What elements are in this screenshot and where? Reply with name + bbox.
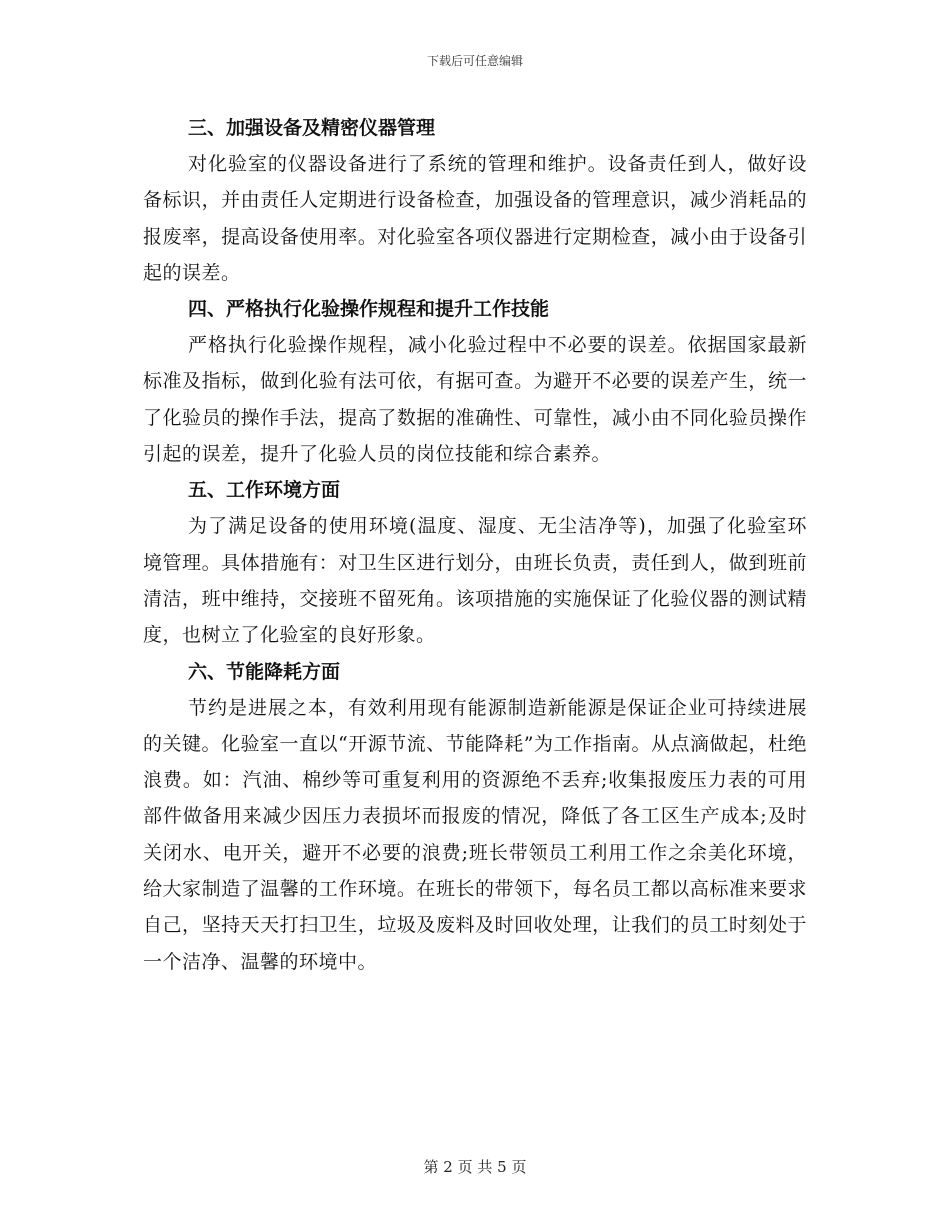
section-paragraph: 对化验室的仪器设备进行了系统的管理和维护。设备责任到人，做好设备标识，并由责任人定期进行设备检查，加强设备的管理意识，减少消耗品的报废率，提高设备使用率。对化验室各项仪器进行定期检查，减小由于设备引起的误差。 [143, 153, 807, 284]
page-header: 下载后可任意编辑 [426, 54, 523, 68]
section-paragraph: 严格执行化验操作规程，减小化验过程中不必要的误差。依据国家最新标准及指标，做到化验有法可依，有据可查。为避开不必要的误差产生，统一了化验员的操作手法，提高了数据的准确性、可靠性，减小由不同化验员操作引起的误差，提升了化验人员的岗位技能和综合素养。 [143, 334, 807, 466]
page-number: 第 2 页 共 5 页 [423, 1158, 527, 1176]
section-paragraph: 节约是进展之本，有效利用现有能源制造新能源是保证企业可持续进展的关键。化验室一直以“开源节流、节能降耗”为工作指南。从点滴做起，杜绝浪费。如：汽油、棉纱等可重复利用的资源绝不丢弃;收集报废压力表的可用部件做备用来减少因压力表损坏而报废的情况，降低了各工区生产成本;及时关闭水、电开关，避开不必要的浪费;班长带领员工利用工作之余美化环境，给大家制造了温馨的工作环境。在班长的带领下，每名员工都以高标准来要求自己，坚持天天打扫卫生，垃圾及废料及时回收处理，让我们的员工时刻处于一个洁净、温馨的环境中。 [143, 696, 807, 973]
section-paragraph: 为了满足设备的使用环境(温度、湿度、无尘洁净等)，加强了化验室环境管理。具体措施有：对卫生区进行划分，由班长负责，责任到人，做到班前清洁，班中维持，交接班不留死角。该项措施的实施保证了化验仪器的测试精度，也树立了化验室的良好形象。 [143, 515, 807, 647]
section-work-environment [143, 472, 807, 653]
section-heading: 六、节能降耗方面 [188, 660, 341, 683]
section-equipment-management [143, 110, 807, 291]
section-heading: 三、加强设备及精密仪器管理 [188, 117, 436, 139]
section-heading: 四、严格执行化验操作规程和提升工作技能 [188, 298, 550, 321]
section-energy-saving [143, 654, 807, 980]
section-heading: 五、工作环境方面 [188, 479, 341, 502]
section-operation-rules [143, 291, 807, 472]
document-body [143, 110, 807, 980]
